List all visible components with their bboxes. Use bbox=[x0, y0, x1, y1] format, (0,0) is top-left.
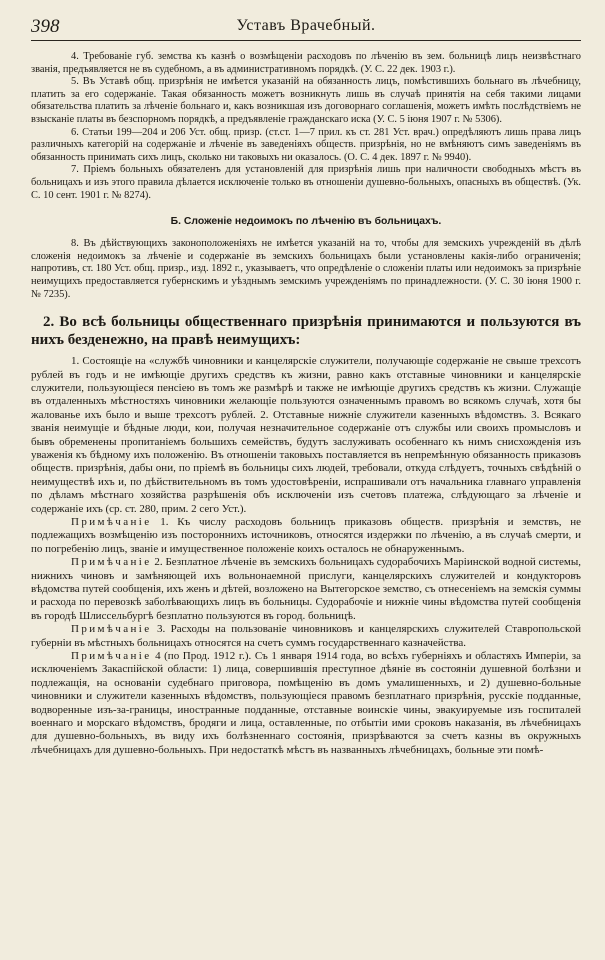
note-paragraph: 5. Въ Уставѣ общ. призрѣнія не имѣется указаній на обязанность лицъ, помѣстившихъ больнаго въ лѣчебницу, платить за его содержаніе. Такая обязанность можетъ возникнуть лишь въ случаѣ принятія на себя такими лицами обязательства платить за лѣченіе больнаго и, какъ возникшая изъ договорнаго соглашенія, можетъ имѣть послѣдствіемъ не взысканіе платы въ безспорномъ порядкѣ, а предъявленіе гражданскаго иска (У. С. 5 іюня 1907 г. № 5306). bbox=[31, 76, 581, 125]
running-title: Уставъ Врачебный. bbox=[236, 17, 376, 34]
main-block bbox=[31, 355, 581, 757]
remark-label: Примѣчаніе bbox=[71, 650, 152, 663]
remark-paragraph bbox=[31, 556, 581, 623]
remark-label: Примѣчаніе bbox=[71, 515, 152, 528]
remark-paragraph bbox=[31, 623, 581, 650]
remark-paragraph bbox=[31, 516, 581, 556]
note-8-block bbox=[31, 238, 581, 301]
note-paragraph: 8. Въ дѣйствующихъ законоположеніяхъ не имѣется указаній на то, чтобы для земскихъ учрежденій въ дѣлѣ сложенія недоимокъ за лѣченіе и содержаніе въ земскихъ больницахъ были установлены какія-либо ограниченія; напротивъ, ст. 180 Уст. общ. призр., изд. 1892 г., указываетъ, что опредѣленіе о сложеніи платы или недоимокъ за призрѣніе неимущихъ предоставляется губернскимъ и уѣзднымъ земскимъ учрежденіямъ по принадлежности. (У. С. 30 іюня 1900 г. № 7235). bbox=[31, 238, 581, 300]
remark-text: 2. Безплатное лѣченіе въ земскихъ больницахъ судорабочихъ Маріинской водной системы, нижнихъ чиновъ и замѣняющей ихъ вольнонаемной прислуги, канцелярскихъ служителей и кондукторовъ вѣдомства путей сообщенія, ихъ женъ и дѣтей, возложено на Вытегорское земство, съ отнесеніемъ на земскія суммы и расхода по перевозкѣ заболѣвающихъ лицъ въ больницы. Судорабочіе и нижніе чины вѣдомства путей сообщенія въ городѣ Шлиссельбургѣ безплатно пользуются въ город. больницѣ. bbox=[31, 556, 581, 622]
section-title: 2. Во всѣ больницы общественнаго призрѣнія принимаются и пользуются въ нихъ безденежно, на правѣ неимущихъ: bbox=[31, 314, 581, 349]
notes-block bbox=[31, 51, 581, 202]
remark-label: Примѣчаніе bbox=[71, 623, 152, 636]
note-paragraph: 4. Требованіе губ. земства къ казнѣ о возмѣщеніи расходовъ по лѣченію въ зем. больницѣ лицъ неизвѣстнаго званія, предъявляется не въ судебномъ, а въ административномъ порядкѣ. (У. С. 22 дек. 1903 г.). bbox=[31, 51, 581, 75]
remark-text: 3. Расходы на пользованіе чиновниковъ и канцелярскихъ служителей Ставропольской губерніи въ мѣстныхъ больницахъ относятся на счетъ суммъ государственнаго казначейства. bbox=[31, 623, 582, 649]
remark-label: Примѣчаніе bbox=[71, 556, 152, 569]
remark-paragraph bbox=[31, 650, 581, 757]
remark-text: 4 (по Прод. 1912 г.). Съ 1 января 1914 года, во всѣхъ губерніяхъ и областяхъ Имперіи, за исключеніемъ Закаспійской области: 1) лица, совершившія преступное дѣяніе въ состояніи душевной болѣзни и подлежащія, на основаніи судебнаго приговора, помѣщенію въ домъ умалишенныхъ, и 2) душевно-больные чиновники и служители казенныхъ вѣдомствъ, пользующіеся правомъ безплатнаго призрѣнія, русскіе подданные, водворенные изъ-за-границы, иностранные подданные, отставные воинскіе чины, эвакуируемые изъ госпиталей военнаго и морскаго вѣдомствъ, бродяги и лица, оставленные, по отбытіи ими сроковъ наказанія, въ лѣчебницахъ для душевно-больныхъ, въ виду ихъ болѣзненнаго состоянія, призрѣваются за счетъ казны въ окружныхъ лѣчебницахъ для душевно-больныхъ. При недостаткѣ мѣстъ въ названныхъ лѣчебницахъ, больные эти помѣ- bbox=[31, 650, 581, 756]
remark-text: 1. Къ числу расходовъ больницъ приказовъ обществ. призрѣнія и земствъ, не подлежащихъ возмѣщенію изъ постороннихъ источниковъ, относятся издержки по лѣченію, а въ случаѣ смерти, и по погребенію лицъ, званіе и имущественное положеніе коихъ осталось не обнаруженнымъ. bbox=[31, 515, 582, 555]
subheading: Б. Сложеніе недоимокъ по лѣченію въ больницахъ. bbox=[170, 216, 442, 228]
page-number: 398 bbox=[31, 16, 60, 37]
main-paragraph: 1. Состоящіе на «службѣ чиновники и канцелярскіе служители, получающіе содержаніе не свыше трехсотъ рублей въ годъ и не имѣющіе другихъ средствъ къ жизни, равно какъ отставные чиновники и канцелярскіе служители, пользующіеся пенсіею въ томъ же размѣрѣ и также не имѣющіе другихъ средствъ къ жизни. Служащіе въ отдаленныхъ мѣстностяхъ чиновники желающіе пользуются означеннымъ правомъ во всякомъ случаѣ, хотя бы жалованье ихъ было и выше трехсотъ рублей. 2. Отставные нижніе служители казенныхъ вѣдомствъ. 3. Всякаго званія неимущіе и бѣдные люди, кои, получая незначительное содержаніе отъ службы или своихъ промысловъ и бывъ обременены пропитаніемъ большихъ семействъ, будутъ заслуживать особеннаго къ нимъ снисхожденія изъ уваженія къ бѣдному ихъ положенію. Въ отношеніи таковыхъ поставляется въ непремѣнную обязанность приказовъ обществ. призрѣнія, дабы они, по пріемѣ въ больницы сихъ людей, требовали, откуда слѣдуетъ, точныхъ свѣдѣній о неимуществѣ ихъ и, по дѣйствительномъ въ томъ удостовѣреніи, испрашивали отъ начальника главнаго управленія по дѣламъ мѣстнаго хозяйства разрѣшенія объ исключеніи изъ счетовъ платежа, слѣдующаго за лѣченіе и содержаніе ихъ (ср. ст. 280, прим. 2 сего Уст.). bbox=[31, 355, 581, 515]
note-paragraph: 6. Статьи 199—204 и 206 Уст. общ. призр. (ст.ст. 1—7 прил. къ ст. 281 Уст. врач.) опредѣляютъ лишь права лицъ различныхъ категорій на содержаніе и лѣченіе въ заведеніяхъ обществ. призрѣнія, но не вмѣняютъ симъ заведеніямъ въ обязанность принимать сихъ лицъ, сколько ни таковыхъ ни оказалось. (О. С. 4 дек. 1897 г. № 9940). bbox=[31, 126, 581, 163]
page-header bbox=[31, 16, 581, 41]
note-paragraph: 7. Пріемъ больныхъ обязателенъ для установленій для призрѣнія лишь при наличности свободныхъ мѣстъ въ больницахъ и изъ этого правила дѣлается исключеніе только въ отношеніи душевно-больныхъ, опасныхъ въ обществѣ. (Ук. С. 10 сент. 1901 г. № 8274). bbox=[31, 164, 581, 201]
